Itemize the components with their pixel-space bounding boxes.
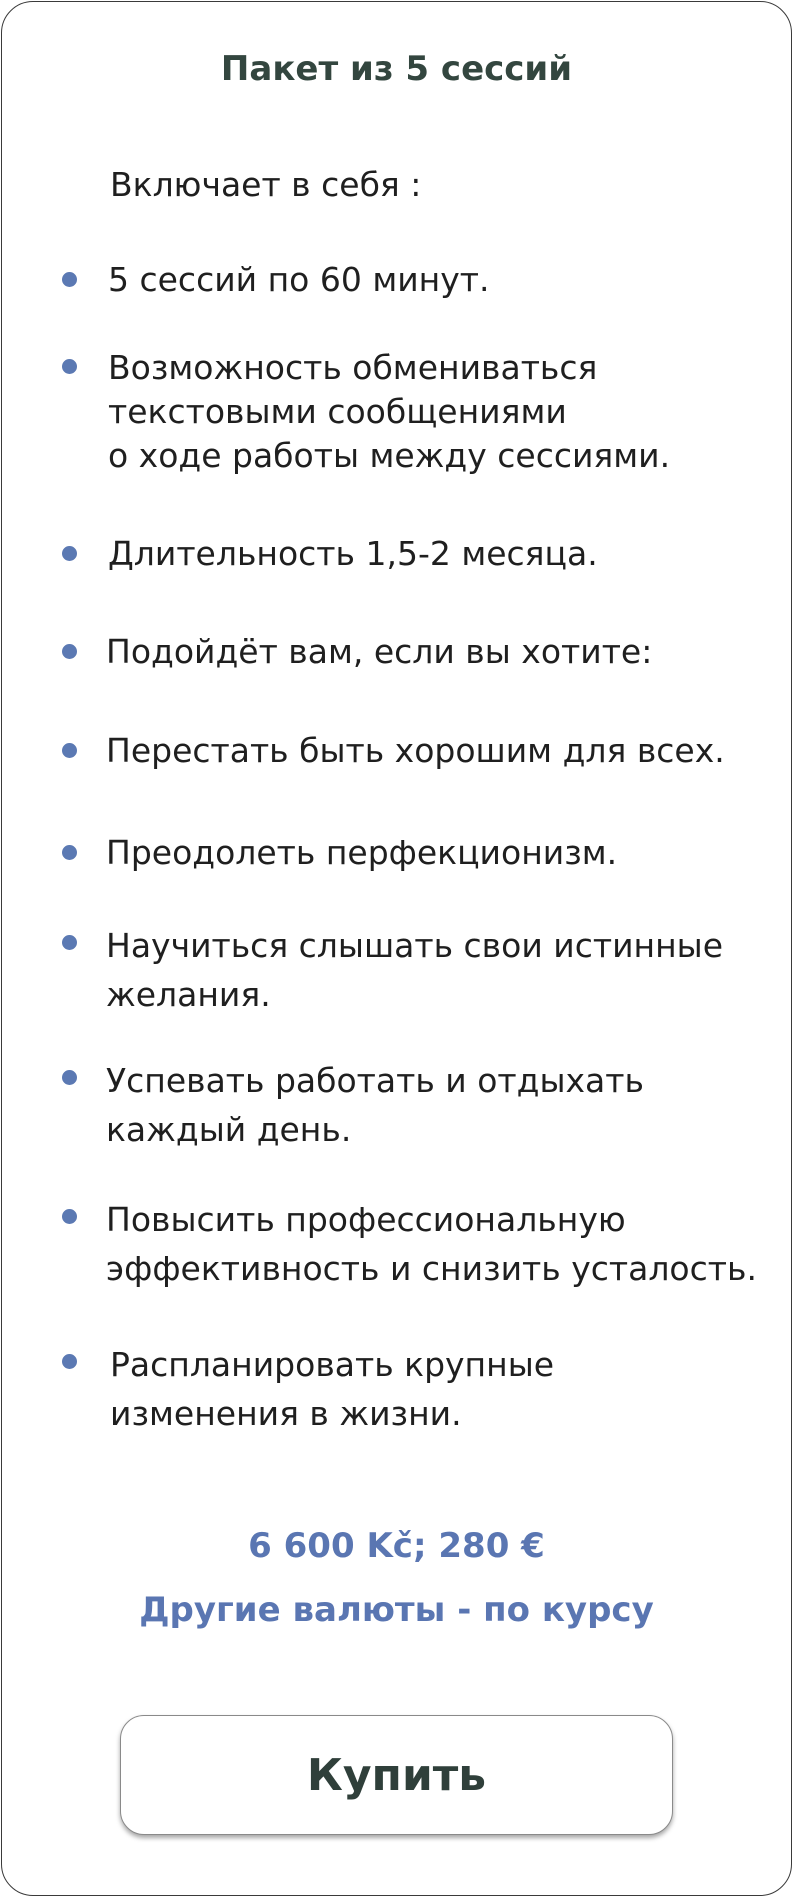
includes-heading: Включает в себя : [110, 165, 422, 204]
list-item-text: Возможность обмениваться текстовыми сообщениями о ходе работы между сессиями. [108, 348, 671, 475]
list-item-text: Научиться слышать свои истинные желания. [106, 926, 724, 1014]
bullet-icon [62, 935, 77, 950]
list-item-text: Перестать быть хорошим для всех. [106, 731, 725, 770]
bullet-icon [62, 1209, 77, 1224]
list-item-text: Подойдёт вам, если вы хотите: [106, 632, 653, 671]
bullet-icon [62, 845, 77, 860]
currency-note: Другие валюты - по курсу [139, 1590, 654, 1630]
bullet-icon [62, 546, 77, 561]
package-title: Пакет из 5 сессий [220, 49, 573, 89]
bullet-icon [62, 272, 77, 287]
buy-button[interactable]: Купить [120, 1715, 673, 1835]
price-label: 6 600 Kč; 280 € [248, 1526, 545, 1566]
bullet-icon [62, 743, 77, 758]
list-item-text: Повысить профессиональную эффективность и снизить усталость. [106, 1200, 757, 1288]
list-item-text: Успевать работать и отдыхать каждый день. [106, 1061, 644, 1149]
bullet-icon [62, 1354, 77, 1369]
list-item-text: 5 сессий по 60 минут. [108, 260, 490, 299]
bullet-icon [62, 644, 77, 659]
bullet-icon [62, 359, 77, 374]
package-card [1, 1, 792, 1896]
list-item-text: Длительность 1,5-2 месяца. [108, 534, 598, 573]
list-item-text: Распланировать крупные изменения в жизни. [110, 1345, 555, 1433]
list-item-text: Преодолеть перфекционизм. [106, 833, 618, 872]
bullet-icon [62, 1070, 77, 1085]
